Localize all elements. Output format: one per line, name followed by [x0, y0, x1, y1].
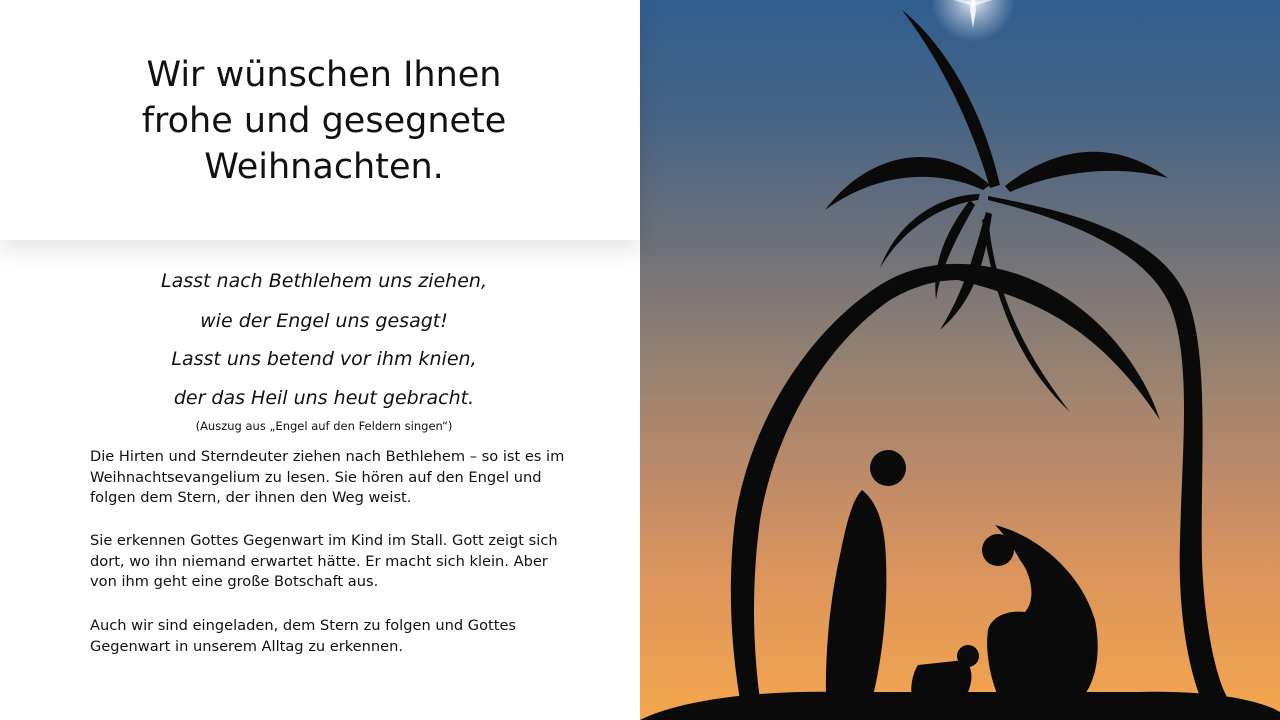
joseph-body [826, 490, 887, 700]
palm-frond [1005, 152, 1168, 192]
poem-source: (Auszug aus „Engel auf den Feldern singen“) [195, 419, 453, 433]
nativity-image [640, 0, 1280, 720]
title-line: Weihnachten. [204, 147, 444, 187]
palm-frond [880, 194, 980, 268]
title-line: Wir wünschen Ihnen [146, 55, 502, 95]
paragraph: Sie erkennen Gottes Gegenwart im Kind im Stall. Gott zeigt sich dort, wo ihn niemand erwartet hätte. Er macht sich klein. Aber von ihm geht eine große Botschaft aus. [90, 532, 558, 590]
page-title [0, 52, 648, 190]
poem-line: wie der Engel uns gesagt! [200, 310, 448, 332]
paragraph: Die Hirten und Sterndeuter ziehen nach Bethlehem – so ist es im Weihnachtsevangelium zu lesen. Sie hören auf den Engel und folgen dem Stern, der ihnen den Weg weist. [90, 448, 565, 506]
title-box [0, 0, 640, 240]
title-line: frohe und gesegnete [141, 101, 507, 141]
poem-line: der das Heil uns heut gebracht. [173, 387, 475, 409]
paragraph: Auch wir sind eingeladen, dem Stern zu folgen und Gottes Gegenwart in unserem Alltag zu erkennen. [90, 617, 517, 655]
joseph-head [870, 450, 906, 486]
star-icon [931, 0, 1015, 42]
poem-line: Lasst nach Bethlehem uns ziehen, [161, 270, 487, 292]
poem-line: Lasst uns betend vor ihm knien, [171, 348, 477, 370]
ground-silhouette [640, 692, 1280, 720]
nativity-silhouette [640, 0, 1280, 720]
